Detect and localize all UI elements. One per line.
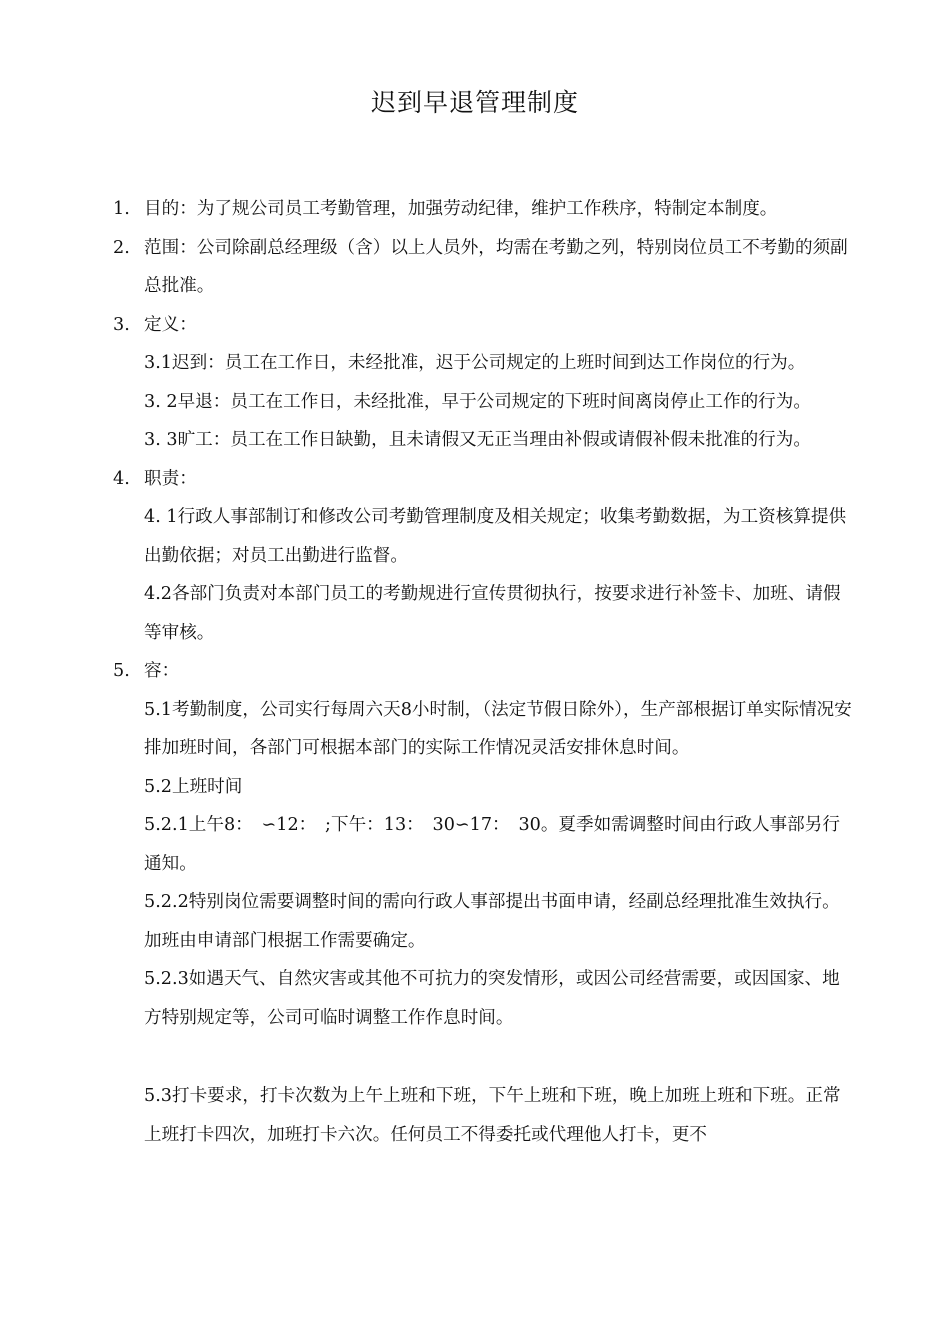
sub-item-force-majeure: 5.2.3如遇天气、自然灾害或其他不可抗力的突发情形，或因公司经营需要，或因国家、地方特别规定等，公司可临时调整工作作息时间。 (144, 969, 840, 1028)
sub-item-schedule: 5.2.1上午8： ∽12： ;下午：13： 30∽17： 30。夏季如需调整时间由行政人事部另行通知。 (144, 815, 840, 874)
sub-item-special-post: 5.2.2特别岗位需要调整时间的需向行政人事部提出书面申请，经副总经理批准生效执行。加班由申请部门根据工作需要确定。 (144, 892, 840, 951)
list-item-scope (113, 229, 853, 306)
item-text: 目的：为了规公司员工考勤管理，加强劳动纪律，维护工作秩序，特制定本制度。 (144, 199, 778, 219)
item-number: 5. (113, 661, 130, 681)
sub-item-department-duty: 4.2各部门负责对本部门员工的考勤规进行宣传贯彻执行，按要求进行补签卡、加班、请假等审核。 (144, 584, 841, 643)
sub-item-early-leave: 3. 2早退：员工在工作日，未经批准，早于公司规定的下班时间离岗停止工作的行为。 (144, 391, 811, 412)
list-item-purpose (113, 190, 853, 229)
item-text: 定义： (144, 314, 197, 335)
sub-item-late: 3.1迟到：员工在工作日，未经批准，迟于公司规定的上班时间到达工作岗位的行为。 (144, 353, 806, 373)
item-text: 容： (144, 661, 180, 681)
sub-item-work-hours: 5.2上班时间 (144, 776, 243, 797)
item-number: 3. (113, 314, 130, 335)
list-item-definition (113, 306, 853, 345)
list-item-responsibility (113, 460, 853, 499)
item-text: 职责： (144, 468, 197, 489)
item-text: 范围：公司除副总经理级（含）以上人员外，均需在考勤之列，特别岗位员工不考勤的须副总批准。 (144, 237, 848, 296)
sub-item-attendance-system: 5.1考勤制度，公司实行每周六天8小时制，（法定节假日除外），生产部根据订单实际情况安排加班时间，各部门可根据本部门的实际工作情况灵活安排休息时间。 (144, 699, 852, 758)
list-item-content (113, 652, 853, 691)
item-number: 4. (113, 468, 130, 489)
sub-item-absence: 3. 3旷工：员工在工作日缺勤，且未请假又无正当理由补假或请假补假未批准的行为。 (144, 430, 811, 450)
document-body (113, 190, 853, 1154)
item-number: 1. (113, 199, 130, 219)
sub-item-clock-in-rules: 5.3打卡要求，打卡次数为上午上班和下班，下午上班和下班，晚上加班上班和下班。正常上班打卡四次，加班打卡六次。任何员工不得委托或代理他人打卡，更不 (144, 1086, 841, 1145)
document-title: 迟到早退管理制度 (370, 88, 579, 117)
item-number: 2. (113, 237, 130, 258)
paragraph-gap (113, 1037, 853, 1077)
sub-item-hr-duty: 4. 1行政人事部制订和修改公司考勤管理制度及相关规定；收集考勤数据，为工资核算提供出勤依据；对员工出勤进行监督。 (144, 507, 847, 566)
